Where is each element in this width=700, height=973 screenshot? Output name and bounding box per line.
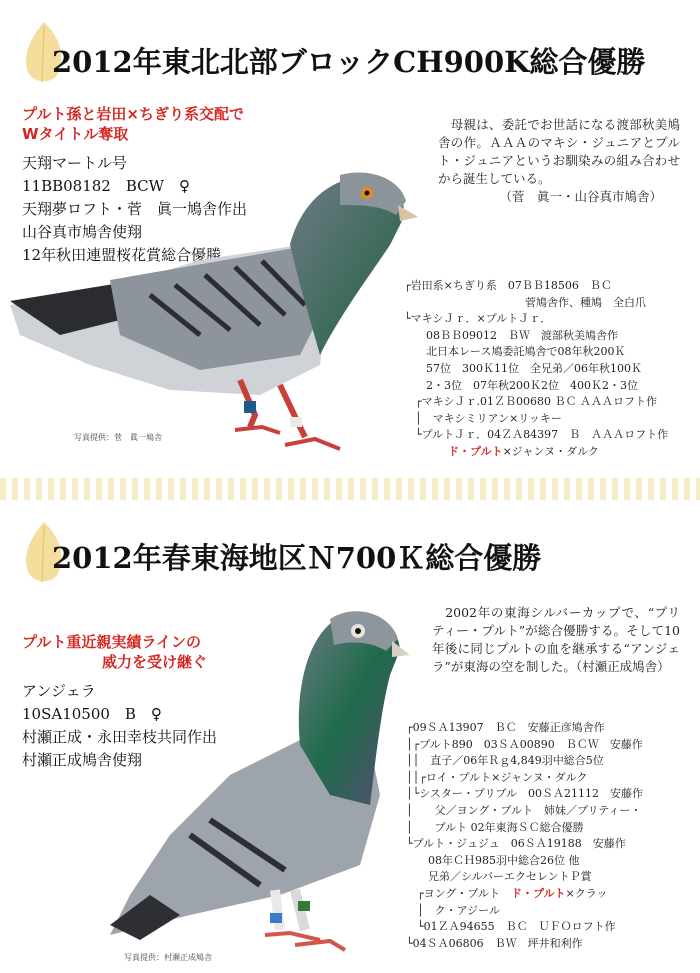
bird-name: 天翔マートル号 xyxy=(22,154,128,172)
pedigree-line: 2・3位 07年秋200Ｋ2位 400Ｋ2・3位 xyxy=(404,378,638,392)
section-2-title: 2012年春東海地区Ｎ700Ｋ総合優勝 xyxy=(52,541,542,575)
pedigree-line: 08年ＣＨ985羽中総合26位 他 xyxy=(406,853,580,867)
pedigree-line xyxy=(406,886,696,903)
pedigree-line: └プルト・ジュジュ 06ＳＡ19188 安藤作 xyxy=(406,837,626,851)
section-2 xyxy=(0,500,700,973)
pedigree-line: │ ク・アジール xyxy=(406,903,500,917)
pedigree-line: └マキシＪｒ．×プルトＪｒ． xyxy=(404,312,552,326)
pedigree-line: 08ＢＢ09012 ＢＷ 渡部秋美鳩舎作 xyxy=(404,328,618,342)
pedigree-line: │ 父／ヨング・プルト 姉妹／プリティー・ xyxy=(406,803,642,817)
headline-line: 威力を受け継ぐ xyxy=(102,653,208,671)
pedigree-line: └プルトＪｒ．04ＺＡ84397 Ｂ ＡＡＡロフト作 xyxy=(404,428,669,442)
pedigree-line: ││┌ロイ・プルト×ジャンヌ・ダルク xyxy=(406,770,588,784)
ring-number: 11BB08182 BCW ♀ xyxy=(22,177,191,195)
pedigree-line: ┌09ＳＡ13907 ＢＣ 安藤正彦鳩舎作 xyxy=(406,721,605,734)
section-1-title: 2012年東北北部ブロックCH900K総合優勝 xyxy=(52,45,646,79)
section-1-description xyxy=(438,116,680,206)
breeder: 村瀬正成・永田幸枝共同作出 xyxy=(22,728,218,746)
section-2-pedigree xyxy=(406,720,696,952)
achievement: 12年秋田連盟桜花賞総合優勝 xyxy=(22,246,222,264)
section-divider xyxy=(0,478,700,500)
photo-credit-2: 写真提供：村瀬正成鳩舎 xyxy=(124,953,212,962)
headline-line: プルト孫と岩田×ちぎり系交配で xyxy=(22,105,244,123)
pedigree-line xyxy=(404,444,694,461)
breeder: 天翔夢ロフト・菅 眞一鳩舎作出 xyxy=(22,200,248,218)
pedigree-line: └01ＺＡ94655 ＢＣ ＵＦＯロフト作 xyxy=(406,920,616,934)
pigeon-photo-2 xyxy=(80,595,430,965)
pedigree-line: │└シスター・プリブル 00ＳＡ21112 安藤作 xyxy=(406,787,644,801)
bird-name: アンジェラ xyxy=(22,682,96,700)
pedigree-line: │┌プルト890 03ＳＡ00890 ＢＣＷ 安藤作 xyxy=(406,737,643,751)
description-text: 母親は、委託でお世話になる渡部秋美鳩舎の作。ＡＡＡのマキシ・ジュニアとプルト・ジュニアというお馴染みの組み合わせから誕生している。 xyxy=(438,117,680,186)
photo-credit-1: 写真提供：菅 眞一鳩舎 xyxy=(74,433,162,442)
de-pluto-highlight: ド・プルト xyxy=(510,886,566,900)
flyer: 村瀬正成鳩舎使翔 xyxy=(22,751,143,769)
pedigree-line: 菅鳩舎作、種鳩 全白爪 xyxy=(404,295,646,309)
pedigree-line: └04ＳＡ06806 ＢＷ 坪井和利作 xyxy=(406,936,583,950)
headline-line: プルト重近親実績ラインの xyxy=(22,633,201,651)
section-1-pedigree xyxy=(404,278,694,461)
section-2-description xyxy=(432,604,680,676)
pedigree-line: 兄弟／シルバーエクセレントＰ賞 xyxy=(406,870,592,884)
flyer: 山谷真市鳩舎使翔 xyxy=(22,223,143,241)
pedigree-line: │ プルト 02年東海ＳＣ総合優勝 xyxy=(406,820,584,834)
pedigree-line: │ マキシミリアン×リッキー xyxy=(404,411,562,425)
pedigree-line: ┌マキシＪｒ.01ＺＢ00680 ＢＣ ＡＡＡロフト作 xyxy=(404,395,657,409)
pedigree-line-pre: ┌ヨング・プルト xyxy=(406,886,511,900)
description-text: 2002年の東海シルバーカップで、“プリティー・プルト”が総合優勝する。そして10年後に同じプルトの血を継承する“アンジェラ”が東海の空を制した。（村瀬正成鳩舎） xyxy=(432,605,680,674)
de-pluto-highlight: ド・プルト xyxy=(448,444,503,458)
ring-number: 10SA10500 B ♀ xyxy=(22,705,162,723)
pigeon-photo-1 xyxy=(0,165,430,465)
pedigree-line: ││ 直子／06年Ｒｇ4,849羽中総合5位 xyxy=(406,754,604,768)
section-1-headline xyxy=(22,104,244,144)
description-credit: （菅 眞一・山谷真市鳩舎） xyxy=(499,189,662,204)
headline-line: Wタイトル奪取 xyxy=(22,125,129,143)
pedigree-line-rest: ×クラッ xyxy=(565,886,608,900)
pedigree-line: 北日本レース鳩委託鳩舎で08年秋200Ｋ xyxy=(404,345,626,359)
section-1 xyxy=(0,0,700,478)
pedigree-line: 57位 300Ｋ11位 全兄弟／06年秋100Ｋ xyxy=(404,361,642,375)
pedigree-line: ┌岩田系×ちぎり系 07ＢＢ18506 ＢＣ xyxy=(404,279,612,292)
pedigree-line-rest: ×ジャンヌ・ダルク xyxy=(502,444,599,458)
